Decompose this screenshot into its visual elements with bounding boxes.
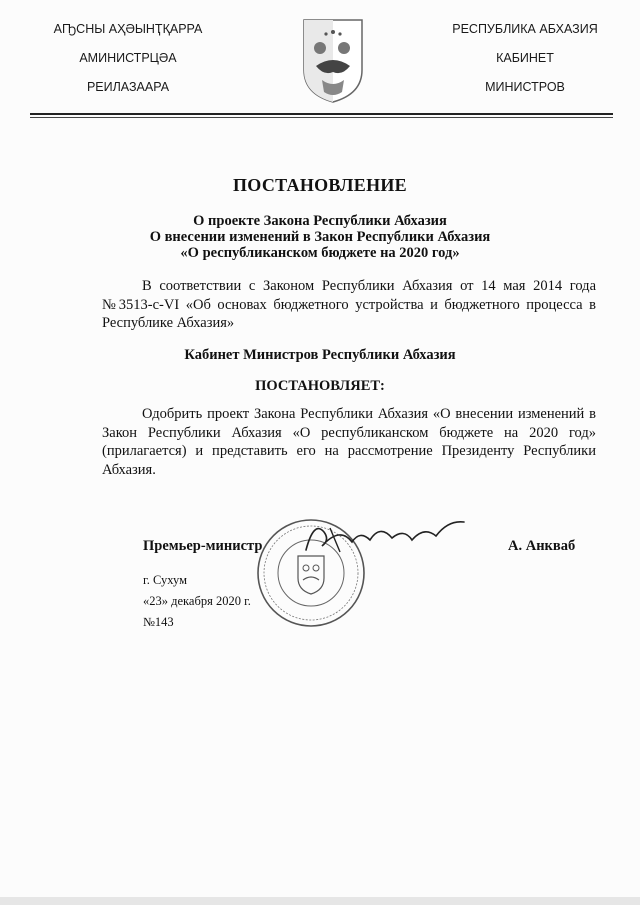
subtitle-line: О проекте Закона Республики Абхазия [193,213,447,229]
state-emblem-icon [302,18,364,104]
issue-date: «23» декабря 2020 г. [143,594,251,608]
signer-name: А. Анкваб [508,538,576,554]
resolution-paragraph: Одобрить проект Закона Республики Абхазия «О внесении изменений в Закон Республики Абхазия «О республиканском бюджете на 2020 год» (прилагается) и представить его на рассмотрение Президенту Республики Абхазия. [102,406,596,478]
header-divider-thin [30,117,613,118]
header-right-line: КАБИНЕТ [496,51,554,65]
issuing-body: Кабинет Министров Республики Абхазия [184,347,456,363]
resolves-heading: ПОСТАНОВЛЯЕТ: [255,378,385,394]
subtitle-line: О внесении изменений в Закон Республики Абхазия [149,229,491,245]
header-divider [30,113,613,115]
scan-edge [0,897,640,905]
document-subtitle [0,213,640,261]
preamble-paragraph: В соответствии с Законом Республики Абхазия от 14 мая 2014 года №3513-с-VI «Об основах бюджетного устройства и бюджетного процесса в Республике Абхазия» [102,278,596,331]
header-right [420,22,630,109]
header-left-line: АМИНИСТРЦӘА [79,51,177,65]
header-right-line: РЕСПУБЛИКА АБХАЗИЯ [452,22,598,36]
header-left [28,22,228,109]
signer-position: Премьер-министр [143,538,263,554]
subtitle-line: «О республиканском бюджете на 2020 год» [180,245,460,261]
document-number: №143 [143,615,174,629]
document-title: ПОСТАНОВЛЕНИЕ [233,175,407,195]
header-right-line: МИНИСТРОВ [485,80,565,94]
header-left-line: АҦСНЫ АҲӘЫНҬҚАРРА [53,22,203,36]
issue-city: г. Сухум [143,573,188,587]
header-left-line: РЕИЛАЗААРА [86,80,170,94]
signature-icon [300,512,470,556]
